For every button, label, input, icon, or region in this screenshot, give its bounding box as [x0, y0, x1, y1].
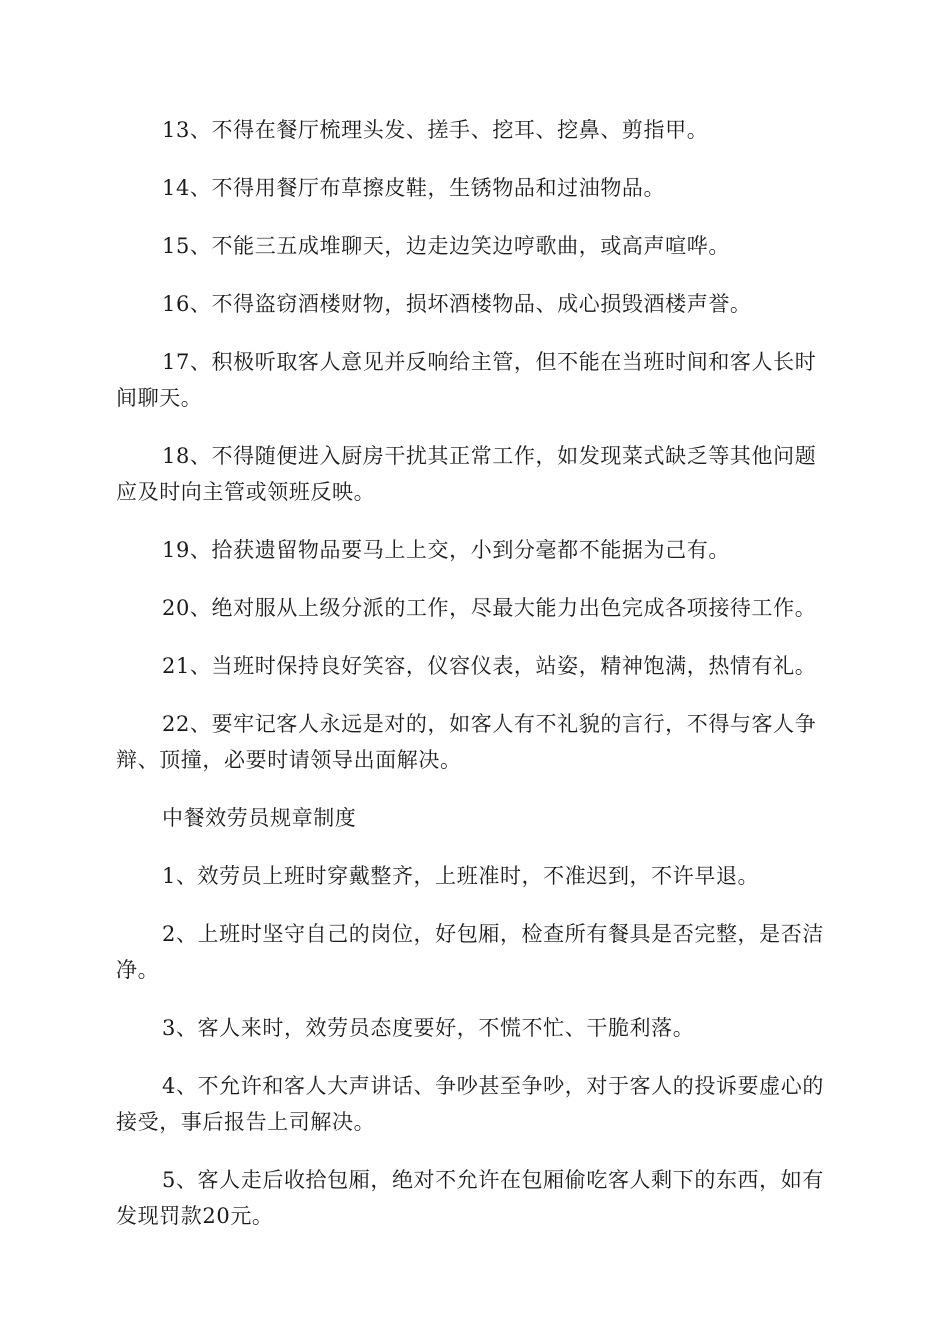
rule-20: 20、绝对服从上级分派的工作，尽最大能力出色完成各项接待工作。: [162, 596, 817, 620]
waiter-rule-5: 5、客人走后收拾包厢，绝对不允许在包厢偷吃客人剩下的东西，如有发现罚款20元。: [116, 1168, 824, 1228]
rule-16: 16、不得盗窃酒楼财物，损坏酒楼物品、成心损毁酒楼声誉。: [162, 292, 752, 316]
waiter-rule-3: 3、客人来时，效劳员态度要好，不慌不忙、干脆利落。: [162, 1016, 695, 1040]
rule-22: 22、要牢记客人永远是对的，如客人有不礼貌的言行，不得与客人争辩、顶撞，必要时请领导出面解决。: [116, 712, 817, 772]
rule-14: 14、不得用餐厅布草擦皮鞋，生锈物品和过油物品。: [162, 176, 666, 200]
waiter-rule-2: 2、上班时坚守自己的岗位，好包厢，检查所有餐具是否完整，是否洁净。: [116, 922, 824, 982]
waiter-rule-1: 1、效劳员上班时穿戴整齐，上班准时，不准迟到，不许早退。: [162, 864, 760, 888]
rule-17: 17、积极听取客人意见并反响给主管，但不能在当班时间和客人长时间聊天。: [116, 350, 817, 410]
rule-19: 19、拾获遗留物品要马上上交，小到分毫都不能据为己有。: [162, 538, 730, 562]
rule-13: 13、不得在餐厅梳理头发、搓手、挖耳、挖鼻、剪指甲。: [162, 118, 709, 142]
document-body: [116, 112, 834, 1256]
rule-21: 21、当班时保持良好笑容，仪容仪表，站姿，精神饱满，热情有礼。: [162, 654, 817, 678]
rule-15: 15、不能三五成堆聊天，边走边笑边哼歌曲，或高声喧哗。: [162, 234, 730, 258]
section-heading: 中餐效劳员规章制度: [162, 806, 357, 830]
waiter-rule-4: 4、不允许和客人大声讲话、争吵甚至争吵，对于客人的投诉要虚心的接受，事后报告上司解决。: [116, 1074, 824, 1134]
rule-18: 18、不得随便进入厨房干扰其正常工作，如发现菜式缺乏等其他问题应及时向主管或领班反映。: [116, 444, 817, 504]
